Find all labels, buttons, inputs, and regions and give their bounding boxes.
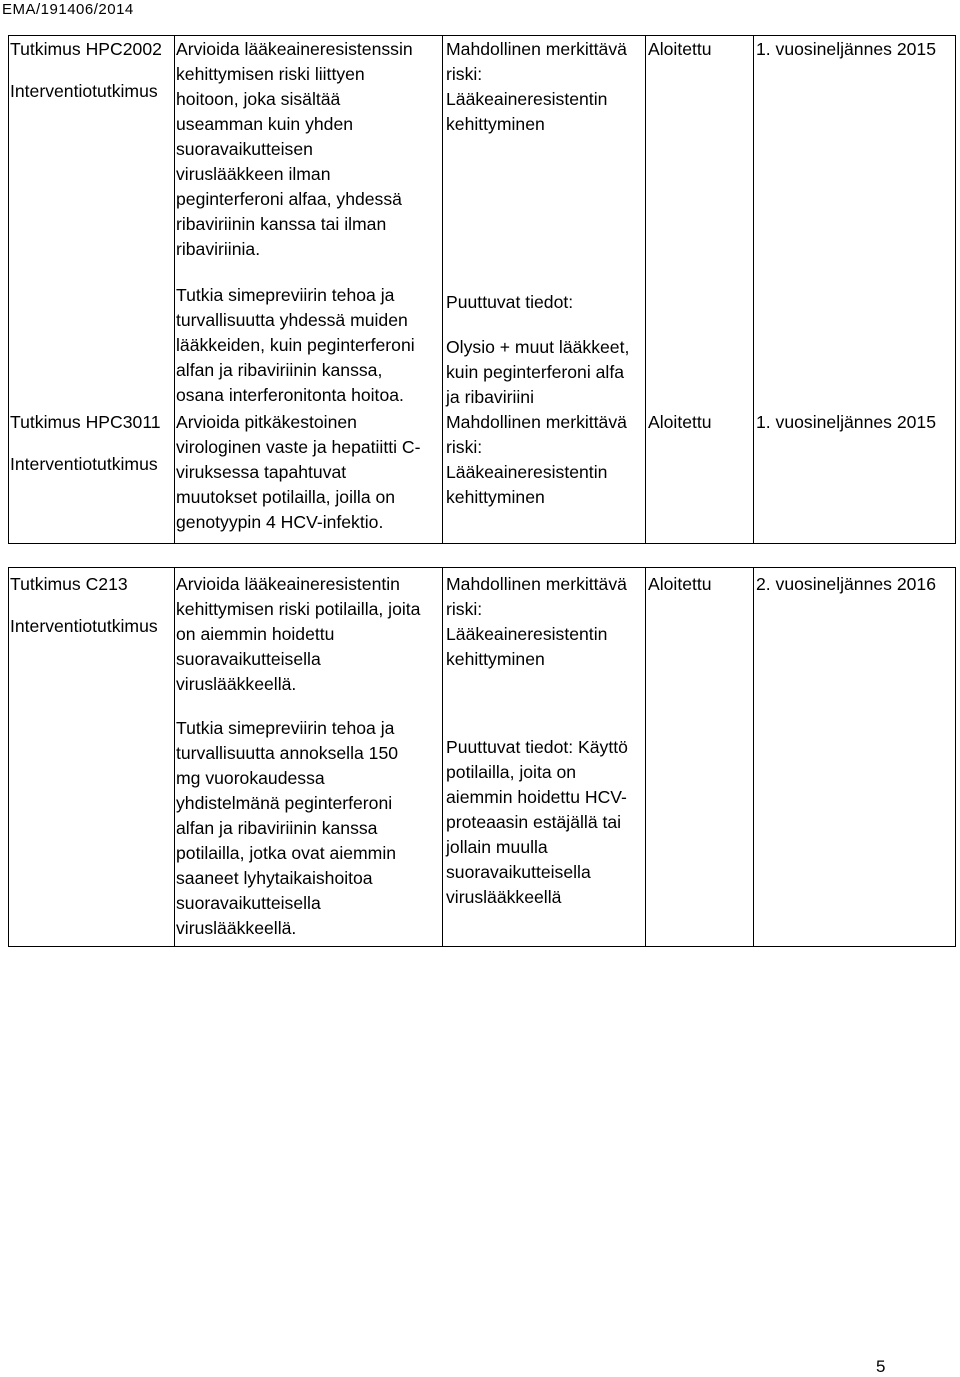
objective-line: Arvioida pitkäkestoinen bbox=[176, 412, 357, 432]
safety-concern-line: riski: bbox=[446, 64, 483, 84]
safety-concern-line: Lääkeaineresistentin bbox=[446, 89, 608, 109]
objective-line: Tutkia simepreviirin tehoa ja bbox=[176, 285, 395, 305]
objective-line: ribaviriinia. bbox=[176, 239, 261, 259]
safety-concern-line: Puuttuvat tiedot: bbox=[446, 292, 574, 312]
objective-cell bbox=[176, 716, 398, 941]
safety-concern-line: Lääkeaineresistentin bbox=[446, 624, 608, 644]
objective-line: peginterferoni alfaa, yhdessä bbox=[176, 189, 402, 209]
safety-concern-line: kehittyminen bbox=[446, 649, 545, 669]
safety-concern-cell bbox=[446, 735, 628, 910]
safety-concern-line: riski: bbox=[446, 599, 483, 619]
table2-col-divider bbox=[442, 567, 443, 947]
objective-line: ribaviriinin kanssa tai ilman bbox=[176, 214, 387, 234]
study-cell bbox=[10, 572, 158, 639]
objective-line: Arvioida lääkeaineresistentin bbox=[176, 574, 400, 594]
study-cell bbox=[10, 410, 161, 477]
safety-concern-line: Puuttuvat tiedot: Käyttö bbox=[446, 737, 628, 757]
table1-col-divider bbox=[753, 35, 754, 544]
objective-line: kehittymisen riski liittyen bbox=[176, 64, 365, 84]
safety-concern-line: kehittyminen bbox=[446, 114, 545, 134]
safety-concern-line: aiemmin hoidettu HCV- bbox=[446, 787, 627, 807]
study-type: Interventiotutkimus bbox=[10, 454, 158, 474]
safety-concern-cell bbox=[446, 37, 627, 137]
objective-line: Tutkia simepreviirin tehoa ja bbox=[176, 718, 395, 738]
objective-line: turvallisuutta annoksella 150 bbox=[176, 743, 399, 763]
objective-line: suoravaikutteisella bbox=[176, 893, 321, 913]
objective-line: muutokset potilailla, joilla on bbox=[176, 487, 396, 507]
objective-line: alfan ja ribaviriinin kanssa bbox=[176, 818, 378, 838]
safety-concern-cell bbox=[446, 410, 627, 510]
table1-top-border bbox=[8, 35, 956, 36]
objective-line: viruslääkkeellä. bbox=[176, 674, 297, 694]
objective-line: saaneet lyhytaikaishoitoa bbox=[176, 868, 373, 888]
status-text: Aloitettu bbox=[648, 39, 712, 59]
table1-col-divider bbox=[645, 35, 646, 544]
safety-concern-line: viruslääkkeellä bbox=[446, 887, 562, 907]
objective-line: virologinen vaste ja hepatiitti C- bbox=[176, 437, 421, 457]
safety-concern-line: Mahdollinen merkittävä bbox=[446, 412, 627, 432]
table2-col-divider bbox=[753, 567, 754, 947]
table1-right-border bbox=[955, 35, 956, 544]
objective-cell bbox=[176, 572, 420, 697]
safety-concern-line: Lääkeaineresistentin bbox=[446, 462, 608, 482]
safety-concern-cell bbox=[446, 572, 627, 672]
objective-line: useamman kuin yhden bbox=[176, 114, 354, 134]
safety-concern-cell bbox=[446, 290, 629, 410]
objective-line: lääkkeiden, kuin peginterferoni bbox=[176, 335, 415, 355]
objective-line: Arvioida lääkeaineresistenssin bbox=[176, 39, 413, 59]
safety-concern-line: kehittyminen bbox=[446, 487, 545, 507]
objective-line: suoravaikutteisella bbox=[176, 649, 321, 669]
objective-line: mg vuorokaudessa bbox=[176, 768, 325, 788]
safety-concern-line: riski: bbox=[446, 437, 483, 457]
objective-line: suoravaikutteisen bbox=[176, 139, 313, 159]
objective-cell bbox=[176, 410, 420, 535]
page-number: 5 bbox=[876, 1357, 886, 1376]
objective-line: genotyypin 4 HCV-infektio. bbox=[176, 512, 384, 532]
table1-bottom-border bbox=[8, 543, 956, 544]
table2-bottom-border bbox=[8, 946, 956, 947]
due-date-text: 1. vuosineljännes 2015 bbox=[756, 412, 936, 432]
study-type: Interventiotutkimus bbox=[10, 616, 158, 636]
due-date-cell bbox=[756, 572, 936, 597]
objective-line: hoitoon, joka sisältää bbox=[176, 89, 341, 109]
objective-line: kehittymisen riski potilailla, joita bbox=[176, 599, 421, 619]
safety-concern-line: suoravaikutteisella bbox=[446, 862, 591, 882]
safety-concern-line: proteaasin estäjällä tai bbox=[446, 812, 622, 832]
safety-concern-line: jollain muulla bbox=[446, 837, 548, 857]
safety-concern-line: Mahdollinen merkittävä bbox=[446, 574, 627, 594]
objective-line: turvallisuutta yhdessä muiden bbox=[176, 310, 408, 330]
status-cell bbox=[648, 572, 712, 597]
objective-line: osana interferonitonta hoitoa. bbox=[176, 385, 404, 405]
safety-concern-line: potilailla, joita on bbox=[446, 762, 577, 782]
status-cell bbox=[648, 37, 712, 62]
objective-line: alfan ja ribaviriinin kanssa, bbox=[176, 360, 383, 380]
due-date-text: 2. vuosineljännes 2016 bbox=[756, 574, 936, 594]
table1-col-divider bbox=[174, 35, 175, 544]
study-type: Interventiotutkimus bbox=[10, 81, 158, 101]
status-text: Aloitettu bbox=[648, 412, 712, 432]
objective-line: potilailla, jotka ovat aiemmin bbox=[176, 843, 397, 863]
objective-line: viruslääkkeen ilman bbox=[176, 164, 331, 184]
objective-line: viruslääkkeellä. bbox=[176, 918, 297, 938]
due-date-text: 1. vuosineljännes 2015 bbox=[756, 39, 936, 59]
objective-cell bbox=[176, 283, 415, 408]
safety-concern-line: ja ribaviriini bbox=[446, 387, 534, 407]
objective-line: viruksessa tapahtuvat bbox=[176, 462, 347, 482]
table1-left-border bbox=[8, 35, 9, 544]
safety-concern-line: Olysio + muut lääkkeet, bbox=[446, 337, 630, 357]
objective-line: yhdistelmänä peginterferoni bbox=[176, 793, 393, 813]
objective-line: on aiemmin hoidettu bbox=[176, 624, 335, 644]
table2-col-divider bbox=[174, 567, 175, 947]
status-cell bbox=[648, 410, 712, 435]
due-date-cell bbox=[756, 410, 936, 435]
table2-left-border bbox=[8, 567, 9, 947]
table2-top-border bbox=[8, 567, 956, 568]
table1-col-divider bbox=[442, 35, 443, 544]
study-id: Tutkimus HPC3011 bbox=[10, 412, 161, 432]
study-id: Tutkimus HPC2002 bbox=[10, 39, 162, 59]
study-cell bbox=[10, 37, 162, 104]
safety-concern-line: kuin peginterferoni alfa bbox=[446, 362, 625, 382]
due-date-cell bbox=[756, 37, 936, 62]
document-reference: EMA/191406/2014 bbox=[2, 1, 134, 18]
study-id: Tutkimus C213 bbox=[10, 574, 128, 594]
table2-col-divider bbox=[645, 567, 646, 947]
table2-right-border bbox=[955, 567, 956, 947]
status-text: Aloitettu bbox=[648, 574, 712, 594]
objective-cell bbox=[176, 37, 413, 262]
safety-concern-line: Mahdollinen merkittävä bbox=[446, 39, 627, 59]
